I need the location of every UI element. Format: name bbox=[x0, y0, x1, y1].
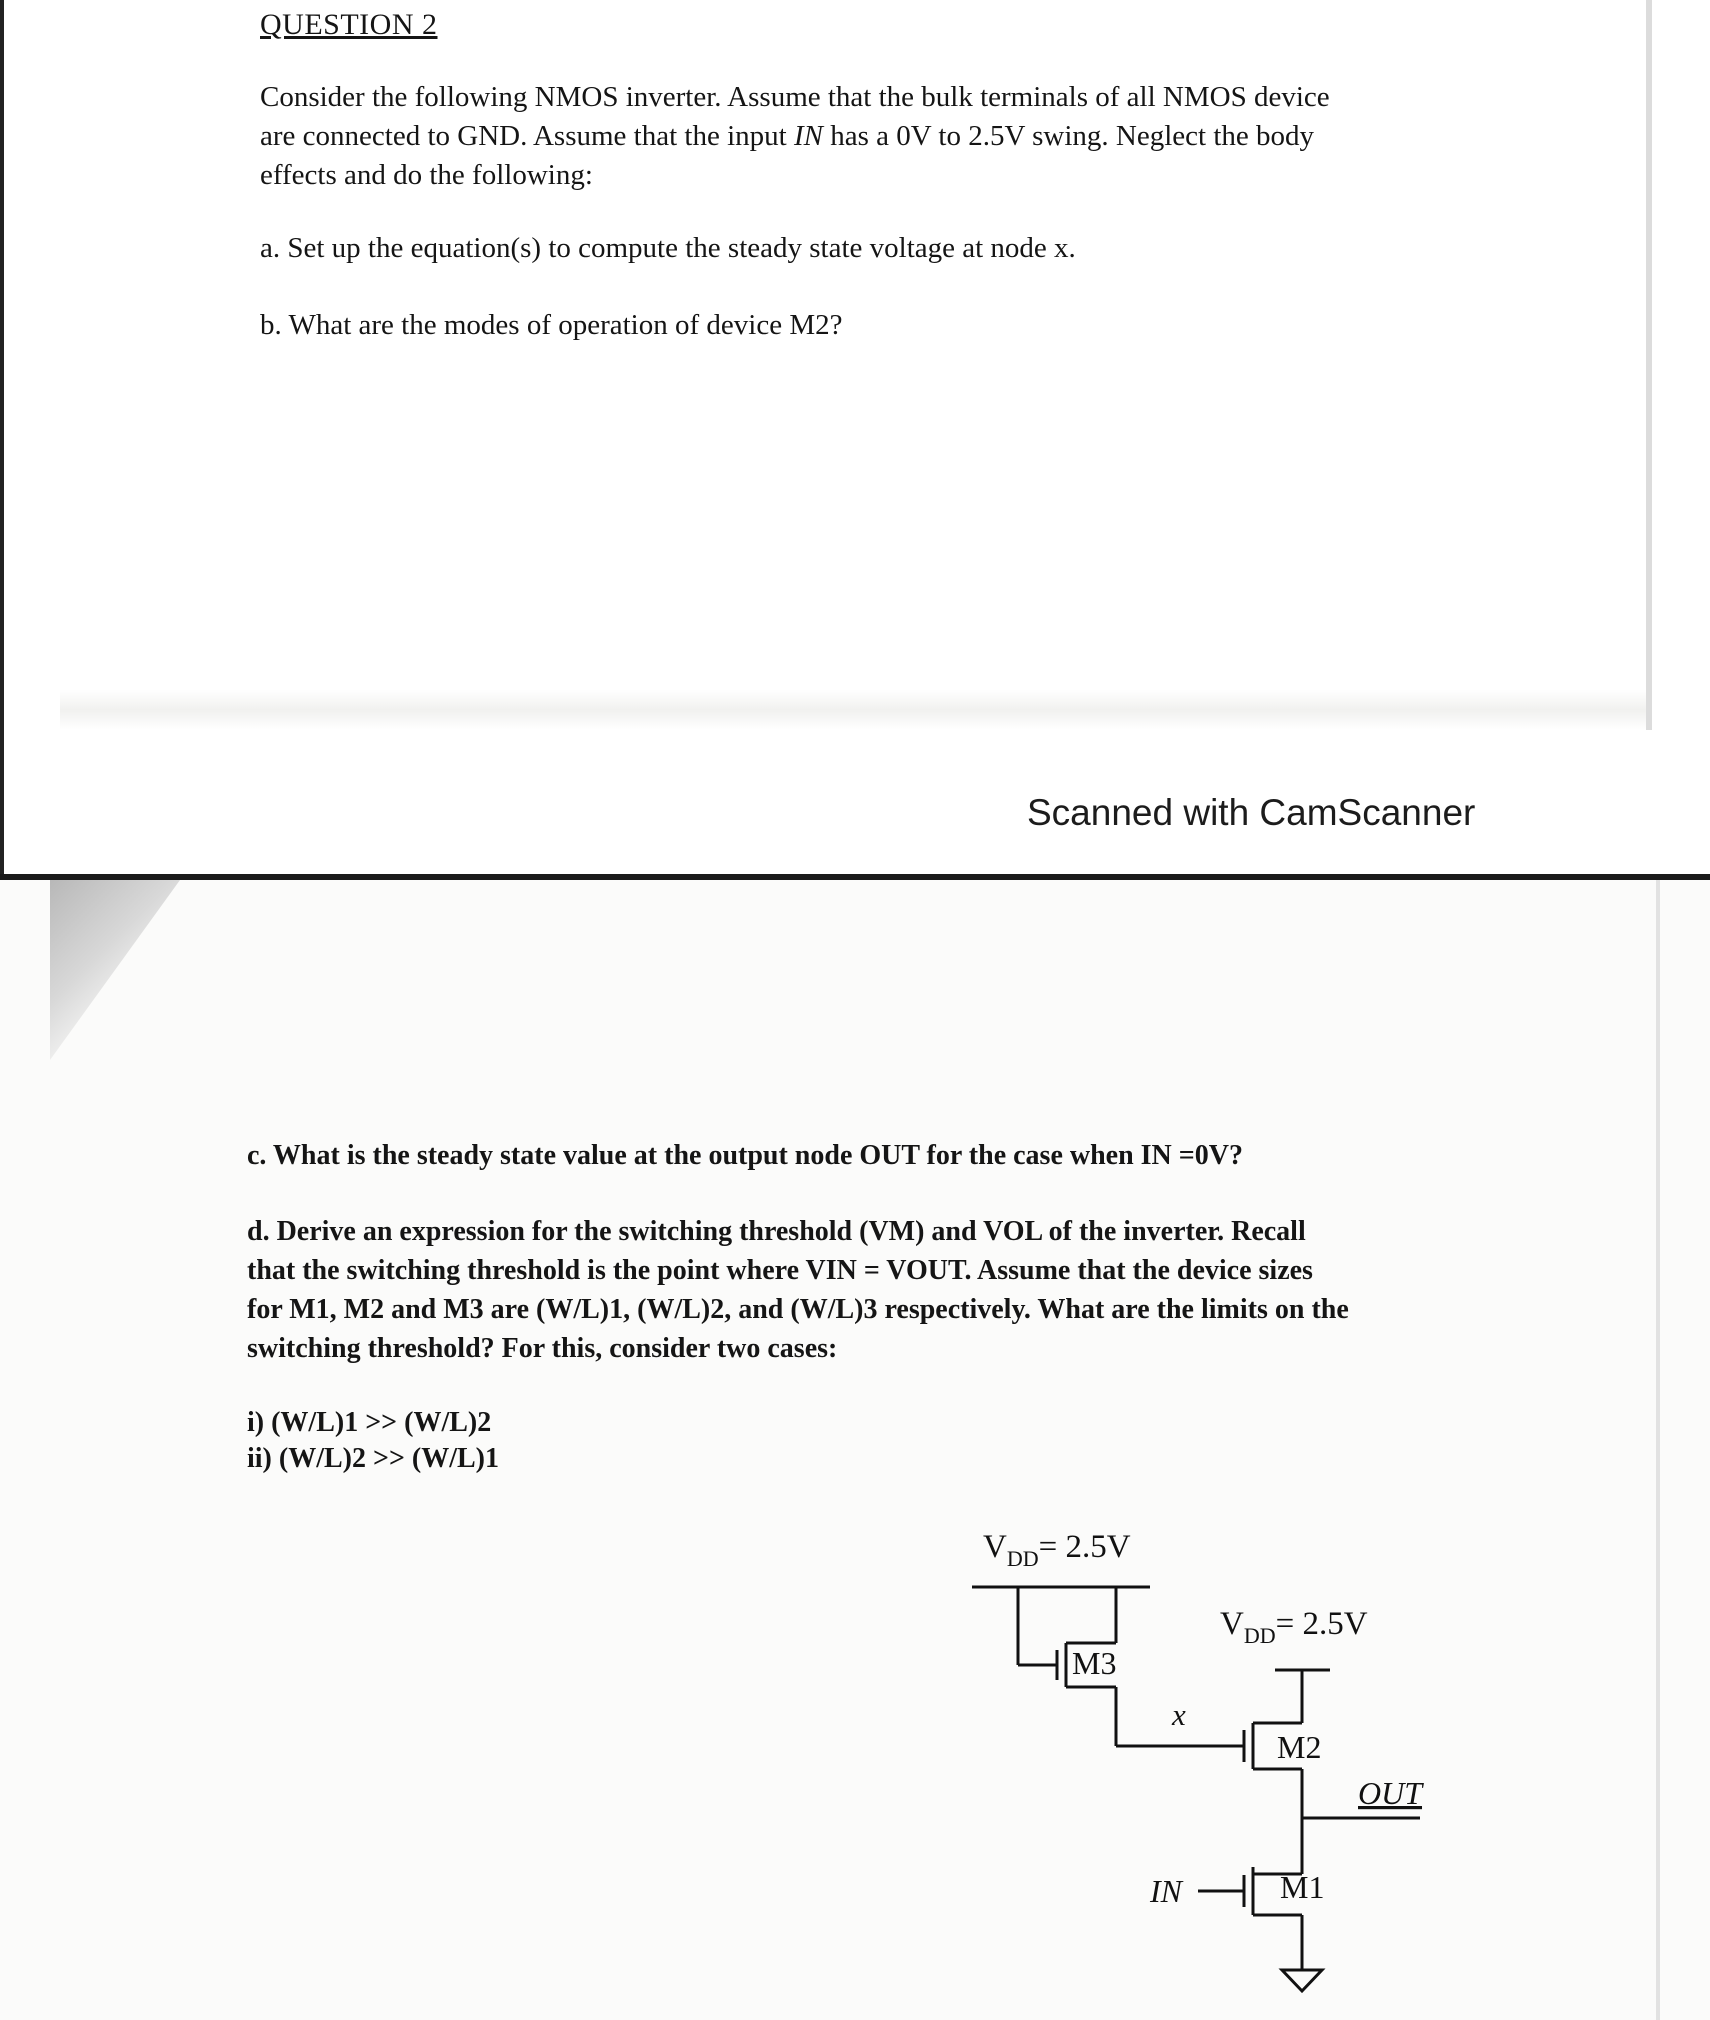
vdd-label-left: $V_{DD}= 2.5V$ bbox=[983, 1529, 1131, 1571]
part-d-line-1: d. Derive an expression for the switching threshold (VM) and VOL of the inverter. Recall bbox=[247, 1216, 1306, 1247]
vdd-label-right: $V_{DD}= 2.5V$ bbox=[1220, 1606, 1368, 1648]
question-intro bbox=[260, 78, 1330, 195]
schematic-wires bbox=[972, 1587, 1420, 1991]
question-part-d bbox=[247, 1212, 1349, 1368]
intro-line-2-end: has a 0V to 2.5V swing. Neglect the body bbox=[822, 120, 1315, 152]
case-i: i) (W/L)1 >> (W/L)2 bbox=[247, 1407, 492, 1438]
m2-label: M2 bbox=[1277, 1729, 1322, 1765]
nmos-inverter-schematic bbox=[950, 1510, 1450, 2020]
camscanner-watermark: Scanned with CamScanner bbox=[1027, 792, 1476, 833]
part-d-line-3: for M1, M2 and M3 are (W/L)1, (W/L)2, and (W/L)3 respectively. What are the limits on the bbox=[247, 1294, 1349, 1325]
out-label: OUT bbox=[1358, 1775, 1423, 1811]
in-label: IN bbox=[1150, 1873, 1182, 1909]
m3-label: M3 bbox=[1072, 1645, 1117, 1681]
case-list bbox=[247, 1405, 499, 1477]
ground-symbol bbox=[1282, 1970, 1322, 1991]
intro-line-2 bbox=[260, 117, 1330, 156]
question-part-c: c. What is the steady state value at the output node OUT for the case when IN =0V? bbox=[247, 1140, 1243, 1171]
intro-line-1: Consider the following NMOS inverter. Assume that the bulk terminals of all NMOS device bbox=[260, 81, 1330, 113]
intro-line-3: effects and do the following: bbox=[260, 159, 593, 191]
page-edge-right-bottom bbox=[1656, 880, 1660, 2020]
question-part-b: b. What are the modes of operation of device M2? bbox=[260, 309, 843, 341]
page-edge-right-top bbox=[1646, 0, 1652, 730]
intro-line-2-start: are connected to GND. Assume that the input bbox=[260, 120, 794, 152]
node-x-label: x bbox=[1172, 1697, 1186, 1732]
question-part-a: a. Set up the equation(s) to compute the steady state voltage at node x. bbox=[260, 232, 1076, 264]
case-ii: ii) (W/L)2 >> (W/L)1 bbox=[247, 1443, 499, 1474]
m1-label: M1 bbox=[1280, 1869, 1325, 1905]
question-title: QUESTION 2 bbox=[260, 8, 438, 41]
intro-input-name: IN bbox=[793, 120, 823, 152]
part-d-line-2: that the switching threshold is the point where VIN = VOUT. Assume that the device sizes bbox=[247, 1255, 1313, 1286]
part-d-line-4: switching threshold? For this, consider two cases: bbox=[247, 1333, 838, 1364]
scan-artifact-band bbox=[60, 690, 1650, 730]
